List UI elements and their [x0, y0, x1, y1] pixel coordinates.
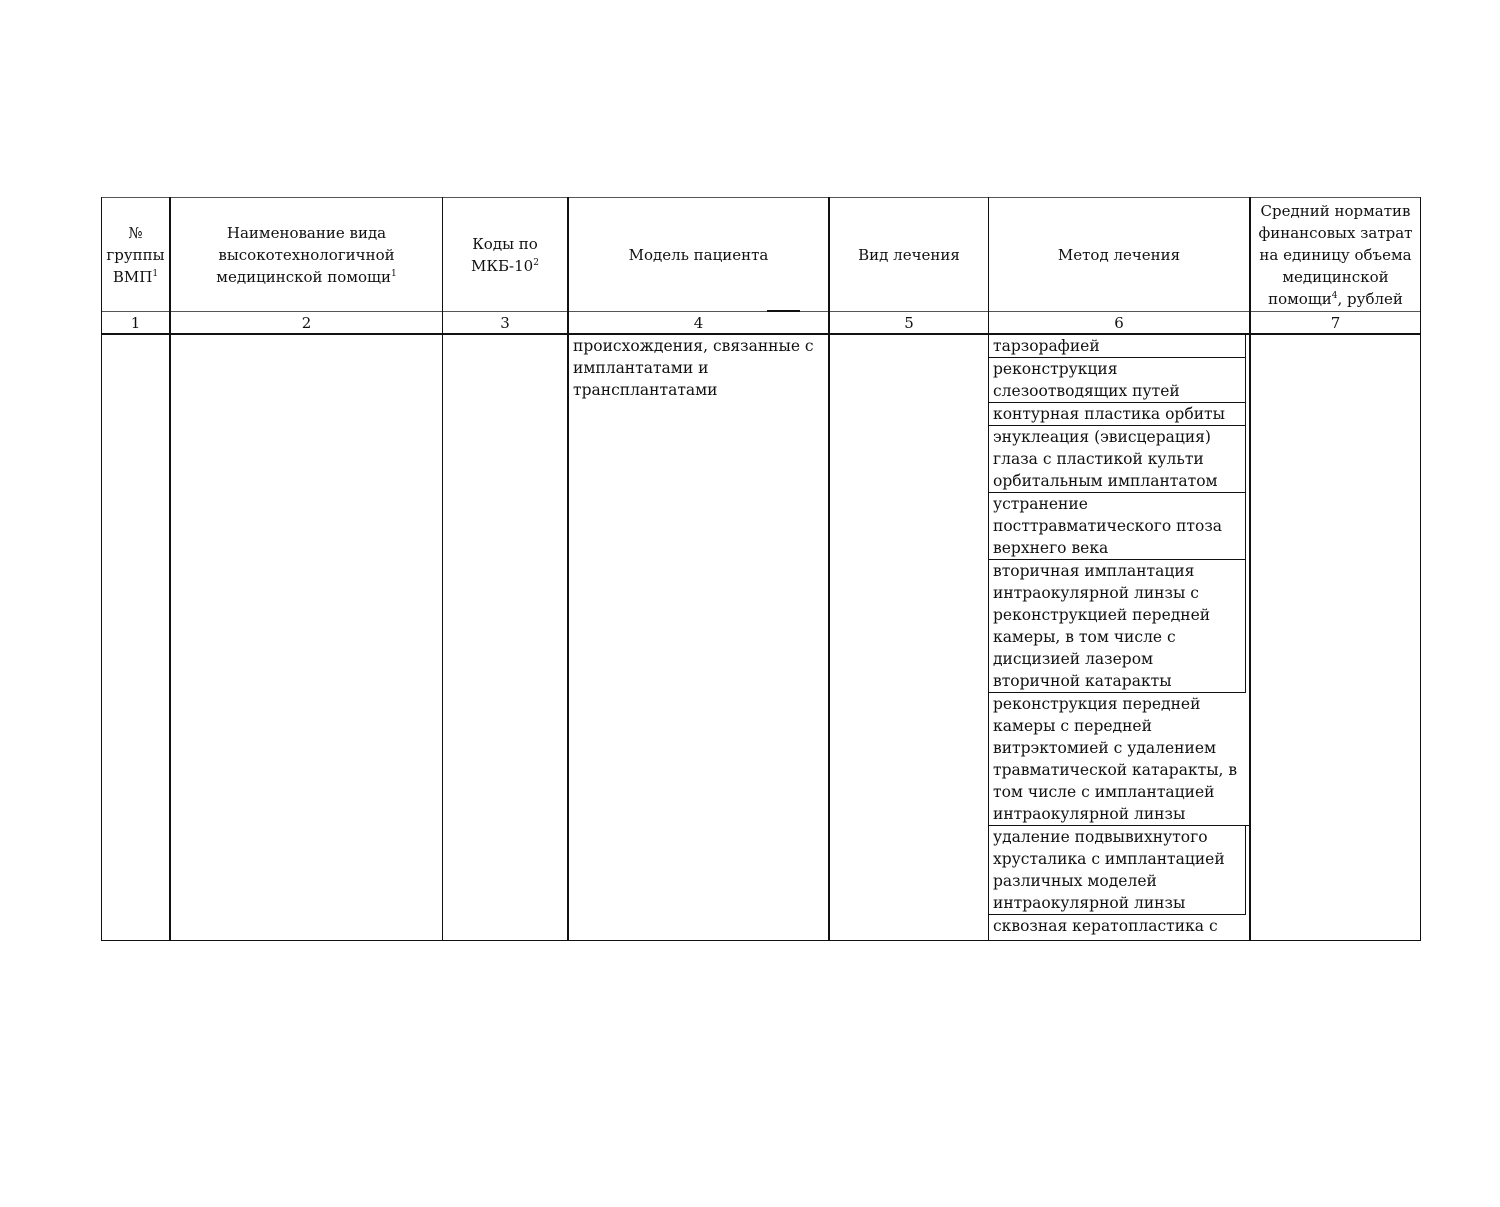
- column-number-7: 7: [1330, 313, 1341, 332]
- table-border-bottom: [101, 940, 1421, 941]
- cell-vmp-name: [171, 335, 442, 940]
- treatment-method-item: удаление подвывихнутого хрусталика с имплантацией различных моделей интраокулярной линзы: [989, 826, 1246, 915]
- treatment-method-item: сквозная кератопластика с: [993, 917, 1218, 935]
- header-patient-model-text: Модель пациента: [628, 245, 769, 264]
- treatment-method-item: тарзорафией: [989, 335, 1246, 358]
- table-border-right: [1420, 197, 1421, 941]
- treatment-method-item: реконструкция передней камеры с передней витрэктомией с удалением травматической катаракты, в том числе с имплантацией интраокулярной линзы: [989, 693, 1249, 826]
- footnote-marker: 4: [1331, 290, 1338, 301]
- cell-average-cost: [1251, 335, 1420, 940]
- header-average-cost-text: Средний норматив финансовых затрат на единицу объема медицинской помощи: [1258, 201, 1413, 308]
- header-average-cost-unit: , рублей: [1337, 289, 1403, 308]
- cell-treatment-type: [830, 335, 988, 940]
- header-vmp-name-text: Наименование вида высокотехнологичной медицинской помощи: [216, 223, 395, 286]
- header-average-cost: [1251, 198, 1420, 311]
- footnote-marker: 1: [390, 268, 397, 279]
- column-number-2: 2: [301, 313, 312, 332]
- cell-icd-codes: [443, 335, 567, 940]
- header-group-number: [102, 198, 169, 311]
- header-treatment-method: [989, 198, 1249, 311]
- column-number-3: 3: [500, 313, 510, 332]
- cell-patient-model: происхождения, связанные с имплантатами и трансплантатами: [573, 337, 814, 399]
- column-number-5: 5: [904, 313, 914, 332]
- header-icd-codes-text: Коды по МКБ-10: [471, 234, 538, 275]
- header-group-number-text: № группы ВМП: [106, 223, 165, 286]
- treatment-methods-list: [989, 335, 1249, 940]
- header-icd-codes: [443, 198, 567, 311]
- header-vmp-name: [171, 198, 442, 311]
- header-treatment-method-text: Метод лечения: [1057, 245, 1181, 264]
- column-number-6: 6: [1114, 313, 1124, 332]
- header-patient-model: [569, 198, 828, 311]
- treatment-method-item: устранение посттравматического птоза верхнего века: [989, 493, 1246, 560]
- header-treatment-type-text: Вид лечения: [858, 245, 960, 264]
- column-number-4: 4: [693, 313, 704, 332]
- treatment-method-item: контурная пластика орбиты: [989, 403, 1246, 426]
- column-number-1: 1: [130, 313, 141, 332]
- footnote-marker: 2: [533, 257, 539, 268]
- treatment-method-item: энуклеация (эвисцерация) глаза с пластикой культи орбитальным имплантатом: [989, 426, 1246, 493]
- treatment-method-item: реконструкция слезоотводящих путей: [989, 358, 1246, 403]
- vmp-table: [101, 197, 1421, 941]
- treatment-method-item: вторичная имплантация интраокулярной линзы с реконструкцией передней камеры, в том числе с дисцизией лазером вторичной катаракты: [989, 560, 1246, 693]
- cell-group-number: [102, 335, 169, 940]
- header-treatment-type: [830, 198, 988, 311]
- footnote-marker: 1: [152, 268, 159, 279]
